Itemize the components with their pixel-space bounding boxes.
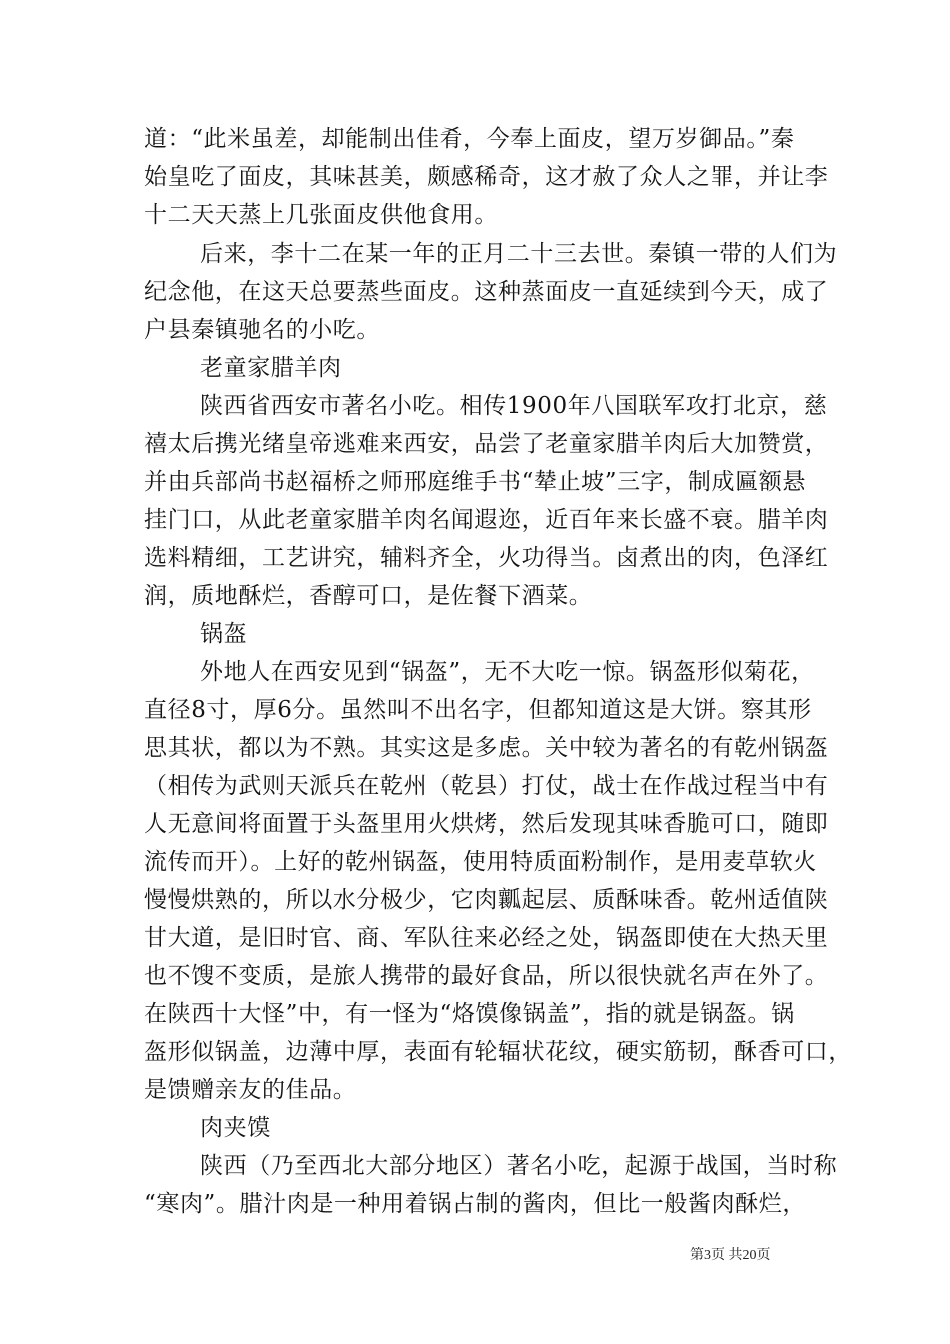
text-line: 十二天天蒸上几张面皮供他食用。 [144,202,498,228]
text-line: 挂门口，从此老童家腊羊肉名闻遐迩，近百年来长盛不衰。腊羊肉 [144,507,829,533]
text-line: 思其状，都以为不熟。其实这是多虑。关中较为著名的有乾州锅盔 [144,735,829,761]
text-line: 人无意间将面置于头盔里用火烘烤，然后发现其味香脆可口，随即 [144,811,829,837]
text-line: 流传而开）。上好的乾州锅盔，使用特质面粉制作，是用麦草软火 [144,849,817,875]
text-line: 慢慢烘熟的，所以水分极少，它肉瓤起层、质酥味香。乾州适值陕 [144,887,829,913]
text-line: 也不馊不变质，是旅人携带的最好食品，所以很快就名声在外了。 [144,963,829,989]
text-line: 直径8寸，厚6分。虽然叫不出名字，但都知道这是大饼。察其形 [144,697,812,723]
section-heading-la-yang-rou: 老童家腊羊肉 [200,355,342,381]
text-line: 选料精细，工艺讲究，辅料齐全，火功得当。卤煮出的肉，色泽红 [144,545,829,571]
page-number-footer: 第3页 共20页 [690,1248,771,1263]
paragraph-first-line: 后来，李十二在某一年的正月二十三去世。秦镇一带的人们为 [200,241,838,267]
text-line: 并由兵部尚书赵福桥之师邢庭维手书“辇止坡”三字，制成匾额悬 [144,469,806,495]
text-line: 甘大道，是旧时官、商、军队往来必经之处，锅盔即使在大热天里 [144,925,829,951]
text-line: 禧太后携光绪皇帝逃难来西安，品尝了老童家腊羊肉后大加赞赏， [144,431,829,457]
text-line: 户县秦镇驰名的小吃。 [144,317,380,343]
section-heading-guo-kui: 锅盔 [200,621,248,647]
text-line: 在陕西十大怪”中，有一怪为“烙馍像锅盖”，指的就是锅盔。锅 [144,1001,795,1027]
text-line: 始皇吃了面皮，其味甚美，颇感稀奇，这才赦了众人之罪，并让李 [144,164,829,190]
paragraph-first-line: 陕西省西安市著名小吃。相传1900年八国联军攻打北京，慈 [200,393,828,419]
text-line: “寒肉”。腊汁肉是一种用着锅占制的酱肉，但比一般酱肉酥烂， [144,1191,806,1217]
paragraph-first-line: 外地人在西安见到“锅盔”，无不大吃一惊。锅盔形似菊花， [200,659,815,685]
section-heading-rou-jia-mo: 肉夹馍 [200,1115,271,1141]
text-line: 润，质地酥烂，香醇可口，是佐餐下酒菜。 [144,583,593,609]
text-line: 盔形似锅盖，边薄中厚，表面有轮辐状花纹，硬实筋韧，酥香可口， [144,1039,852,1065]
paragraph-first-line: 陕西（乃至西北大部分地区）著名小吃，起源于战国，当时称 [200,1153,838,1179]
text-line: 是馈赠亲友的佳品。 [144,1077,357,1103]
text-line: 道：“此米虽差，却能制出佳肴，今奉上面皮，望万岁御品。”秦 [144,126,795,152]
text-line: （相传为武则天派兵在乾州（乾县）打仗，战士在作战过程当中有 [144,773,829,799]
text-line: 纪念他，在这天总要蒸些面皮。这种蒸面皮一直延续到今天，成了 [144,279,829,305]
